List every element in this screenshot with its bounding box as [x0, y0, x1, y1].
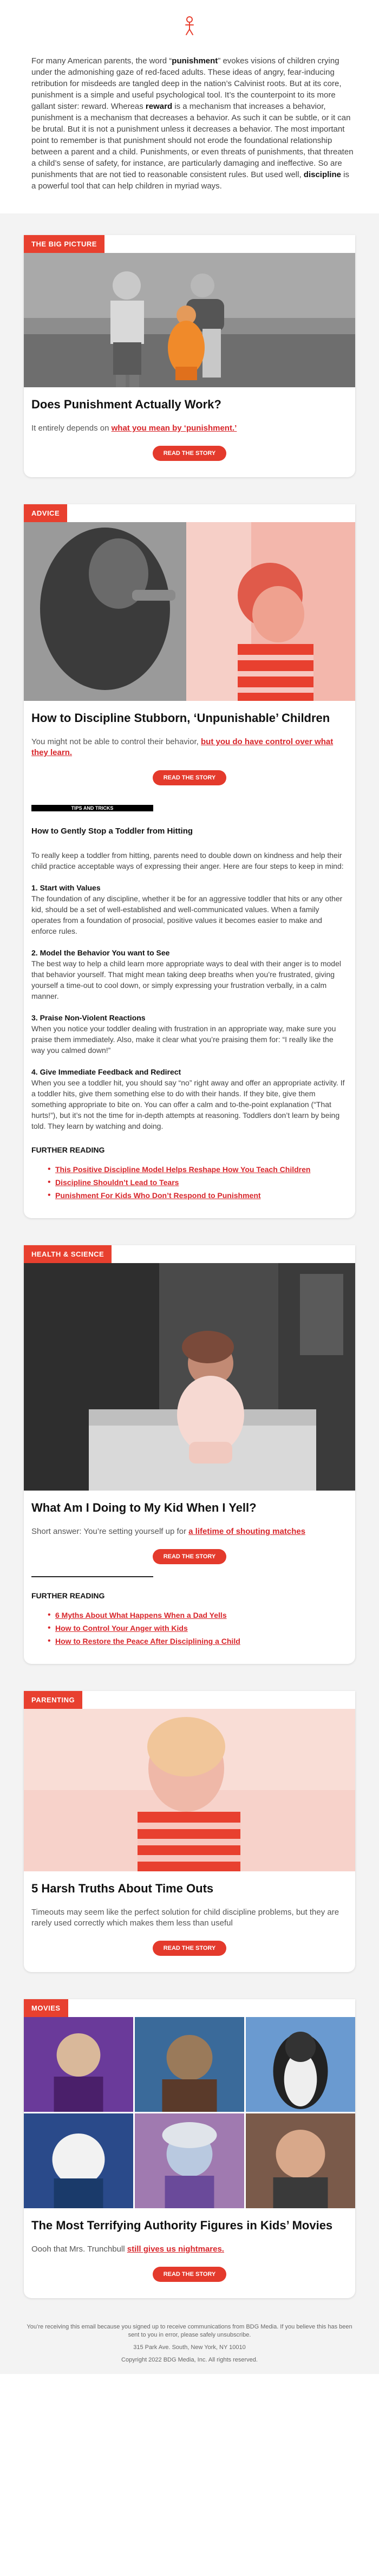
further-reading-heading: FURTHER READING [31, 1146, 105, 1154]
tips-label: TIPS AND TRICKS [31, 805, 153, 811]
further-reading-link[interactable]: Discipline Shouldn’t Lead to Tears [55, 1178, 179, 1187]
hero-image-timeout[interactable] [24, 1709, 355, 1871]
hero-image-discipline[interactable] [24, 522, 355, 701]
summary-link[interactable]: a lifetime of shouting matches [188, 1527, 306, 1536]
read-story-button[interactable]: READ THE STORY [153, 2267, 227, 2282]
tips-title: How to Gently Stop a Toddler from Hitting [31, 827, 193, 836]
read-story-button[interactable]: READ THE STORY [153, 446, 227, 461]
read-story-button[interactable]: READ THE STORY [153, 1941, 227, 1956]
tip-step: 1. Start with Values The foundation of any discipline, whether it be for an aggressive toddler that hits or any other kid, should be a set of well-established and well-communicated values. When a family operates from a foundation of prosocial, positive values it becomes easier to make and enforce rules. [31, 883, 343, 935]
hero-image-grid[interactable] [24, 2017, 355, 2208]
list-item [55, 1176, 348, 1189]
article-summary: Timeouts may seem like the perfect solution for child discipline problems, but they are rarely used correctly which makes them less than useful [31, 1908, 339, 1928]
article-summary: Oooh that Mrs. Trunchbull still gives us nightmares. [31, 2245, 224, 2254]
section-health-science [24, 1245, 355, 1664]
read-story-button[interactable]: READ THE STORY [153, 770, 227, 785]
article-summary: You might not be able to control their behavior, but you do have control over what they learn. [31, 737, 334, 757]
movie-character-image [135, 2113, 244, 2208]
tips-lead: To really keep a toddler from hitting, parents need to double down on kindness and help their child practice acceptable ways of expressing their anger. Here are four steps to keep in mind: [31, 851, 344, 870]
movie-character-image [135, 2017, 244, 2112]
tip-step: 3. Praise Non-Violent Reactions When you notice your toddler dealing with frustration in an appropriate way, make sure you praise them immediately. Also, make it clear what you’re praising them for: “I really like the way you calmed down!” [31, 1013, 336, 1055]
tip-step: 4. Give Immediate Feedback and Redirect When you see a toddler hit, you should say “no” right away and offer an appropriate activity. If a toddler hits, give them something else to do with their hands. If they bite, give them something appropriate to bite on. You can offer a calm and to-the-point explanation (“That hurts!”), but it’s not the time for in-depth attempts at reasoning. Toddlers don’t learn by being told. They learn by watching and doing. [31, 1068, 345, 1130]
article-summary: It entirely depends on what you mean by ‘punishment.’ [31, 424, 237, 433]
further-reading-list [31, 1609, 348, 1648]
read-story-button[interactable]: READ THE STORY [153, 1549, 227, 1564]
hero-image-punishment[interactable] [24, 253, 355, 387]
section-tag: PARENTING [24, 1691, 82, 1709]
intro-text: For many American parents, the word “punishment” evokes visions of children crying under the admonishing gaze of red-faced adults. These ideas of angry, fear-inducing retribution for misdeeds are tangled deep in the nation’s Calvinist roots. But at its core, punishment is a simple and useful psychological tool. It’s the counterpoint to its more gallant sister: reward. Whereas reward is a mechanism that increases a behavior, punishment is a mechanism that decreases a behavior. As such it can be subtle, or it can be brutal. But it is not a punishment unless it decreases a behavior. The most important point to remember is that punishment should not erode the foundational relationship between a parent and a child. Punishments, or even threats of punishments, that threaten a child’s sense of safety, for instance, are particularly damaging and ineffective. So are punishments that are not tied to reasonable consistent rules. But used well, discipline is a powerful tool that can help children in myriad ways. [0, 52, 379, 213]
article-title[interactable]: Does Punishment Actually Work? [31, 398, 221, 411]
list-item [55, 1609, 348, 1622]
footer [22, 2323, 357, 2374]
section-big-picture [24, 235, 355, 477]
list-item [55, 1189, 348, 1202]
summary-link[interactable]: what you mean by ‘punishment.’ [111, 424, 237, 433]
summary-link[interactable]: but you do have control over what they learn. [31, 737, 334, 757]
footer-notice: You’re receiving this email because you signed up to receive communications from BDG Media. If you believe this has been sent to you in error, please safely unsubscribe. [27, 2324, 352, 2338]
further-reading-heading: FURTHER READING [31, 1591, 105, 1600]
further-reading-list [31, 1163, 348, 1202]
section-tag: HEALTH & SCIENCE [24, 1245, 112, 1263]
divider [31, 1576, 153, 1577]
section-tag: ADVICE [24, 504, 67, 522]
article-summary: Short answer: You’re setting yourself up for a lifetime of shouting matches [31, 1527, 306, 1536]
brand-logo-icon[interactable] [181, 15, 198, 37]
header [0, 0, 379, 52]
hero-image-yelling[interactable] [24, 1263, 355, 1491]
section-tag: THE BIG PICTURE [24, 235, 104, 253]
article-title[interactable]: The Most Terrifying Authority Figures in Kids’ Movies [31, 2219, 333, 2232]
movie-character-image [24, 2017, 133, 2112]
tip-step: 2. Model the Behavior You want to See The best way to help a child learn more appropriate ways to deal with their anger is to model that behavior yourself. That might mean taking deep breaths when you’re frustrated, giving yourself a time-out to cool down, or simply expressing your frustration verbally, in a calm manner. [31, 948, 341, 1000]
list-item [55, 1163, 348, 1176]
further-reading-link[interactable]: 6 Myths About What Happens When a Dad Yells [55, 1611, 227, 1619]
article-title[interactable]: 5 Harsh Truths About Time Outs [31, 1882, 214, 1895]
section-parenting [24, 1691, 355, 1972]
section-movies [24, 1999, 355, 2298]
list-item [55, 1635, 348, 1648]
further-reading-link[interactable]: How to Restore the Peace After Disciplining a Child [55, 1637, 240, 1645]
article-title[interactable]: What Am I Doing to My Kid When I Yell? [31, 1501, 257, 1514]
footer-address: 315 Park Ave. South, New York, NY 10010 [133, 2344, 246, 2351]
movie-character-image [24, 2113, 133, 2208]
movie-character-image [246, 2017, 355, 2112]
article-title[interactable]: How to Discipline Stubborn, ‘Unpunishable’ Children [31, 711, 330, 725]
section-advice [24, 504, 355, 1218]
movie-character-image [246, 2113, 355, 2208]
further-reading-link[interactable]: This Positive Discipline Model Helps Reshape How You Teach Children [55, 1165, 311, 1174]
further-reading-link[interactable]: How to Control Your Anger with Kids [55, 1624, 188, 1632]
summary-link[interactable]: still gives us nightmares. [127, 2245, 224, 2254]
section-tag: MOVIES [24, 1999, 68, 2017]
list-item [55, 1622, 348, 1635]
further-reading-link[interactable]: Punishment For Kids Who Don’t Respond to Punishment [55, 1191, 261, 1200]
footer-copyright: Copyright 2022 BDG Media, Inc. All rights reserved. [121, 2357, 258, 2363]
